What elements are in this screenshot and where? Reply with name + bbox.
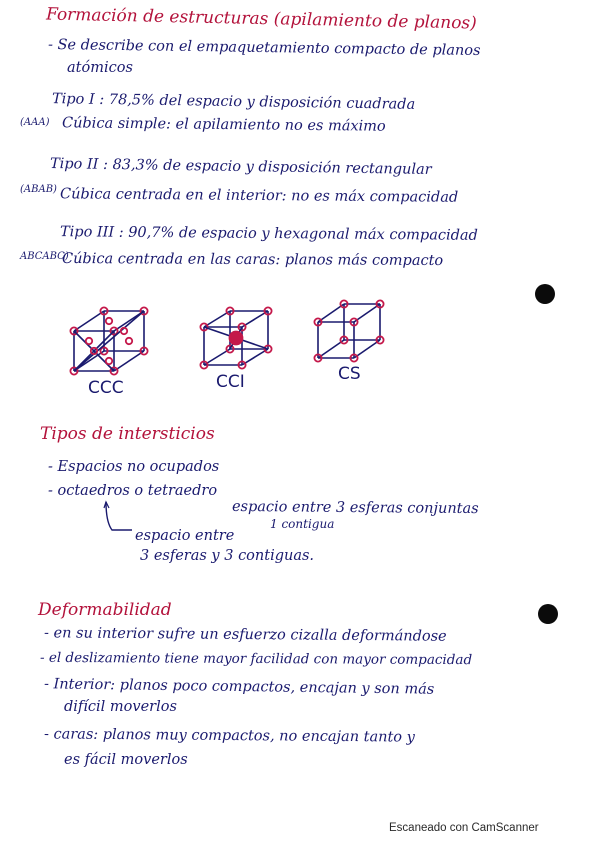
branch-1-line-1: espacio entre 3 esferas conjuntas	[231, 498, 479, 518]
cube-edge	[354, 304, 380, 322]
body-center-atom	[230, 332, 243, 345]
deform-line-3b: difícil moverlos	[64, 699, 177, 715]
cube-edge	[318, 304, 344, 322]
interstices-line-1: - Espacios no ocupados	[48, 459, 220, 475]
ink-blot	[535, 284, 555, 304]
tipo2-tag: (ABAB)	[20, 184, 57, 195]
section-title-structures: Formación de estructuras (apilamiento de planos)	[45, 4, 477, 34]
cube-edge	[242, 349, 268, 365]
tipo1-line-2: Cúbica simple: el apilamiento no es máximo	[61, 115, 386, 135]
branch-arrow-icon	[98, 500, 138, 540]
deform-line-4b: es fácil moverlos	[64, 752, 188, 768]
face-center-atom	[126, 338, 132, 344]
cube-edge	[318, 340, 344, 358]
tipo1-tag: (AAA)	[20, 117, 50, 128]
cci-label: CCI	[216, 372, 245, 392]
cci-cube-sketch	[198, 305, 278, 373]
cs-cube-sketch	[310, 300, 390, 362]
face-center-atom	[106, 318, 112, 324]
cube-edge	[74, 311, 104, 331]
cube-edge	[204, 311, 230, 327]
ink-blot	[538, 604, 558, 624]
branch-1-line-2: 1 contigua	[270, 517, 335, 531]
deform-line-2: - el deslizamiento tiene mayor facilidad con mayor compacidad	[39, 649, 473, 669]
deform-line-1: - en su interior sufre un esfuerzo cizalla deformándose	[43, 625, 447, 645]
section-title-interstices: Tipos de intersticios	[40, 424, 215, 444]
branch-2-line-1: espacio entre	[135, 528, 235, 544]
tipo2-line-1: Tipo II : 83,3% de espacio y disposición rectangular	[49, 156, 432, 178]
cs-label: CS	[338, 364, 361, 384]
ccc-cube-sketch	[64, 303, 164, 378]
branch-2-line-2: 3 esferas y 3 contiguas.	[140, 548, 315, 564]
section-title-deformability: Deformabilidad	[38, 600, 172, 620]
tipo3-line-2: Cúbica centrada en las caras: planos más compacto	[61, 251, 444, 269]
tipo2-line-2: Cúbica centrada en el interior: no es máx compacidad	[59, 186, 459, 206]
tipo3-line-1: Tipo III : 90,7% de espacio y hexagonal máx compacidad	[59, 224, 478, 244]
tipo1-line-1: Tipo I : 78,5% del espacio y disposición cuadrada	[51, 91, 416, 113]
deform-line-4a: - caras: planos muy compactos, no encajan tanto y	[43, 726, 415, 746]
tipo3-tag: ABCABC)	[20, 251, 69, 262]
cube-edge	[204, 349, 230, 365]
face-center-atom	[106, 358, 112, 364]
intro-line-2: atómicos	[67, 60, 133, 76]
ccc-label: CCC	[88, 378, 124, 398]
interstices-line-2: - octaedros o tetraedro	[48, 483, 218, 499]
deform-line-3a: - Interior: planos poco compactos, encajan y son más	[43, 676, 435, 698]
camscanner-watermark: Escaneado con CamScanner	[389, 822, 539, 834]
intro-line-1: - Se describe con el empaquetamiento compacto de planos	[47, 36, 481, 60]
face-center-atom	[86, 338, 92, 344]
cube-edge	[242, 311, 268, 327]
cube-edge	[354, 340, 380, 358]
cube-edge	[114, 351, 144, 371]
